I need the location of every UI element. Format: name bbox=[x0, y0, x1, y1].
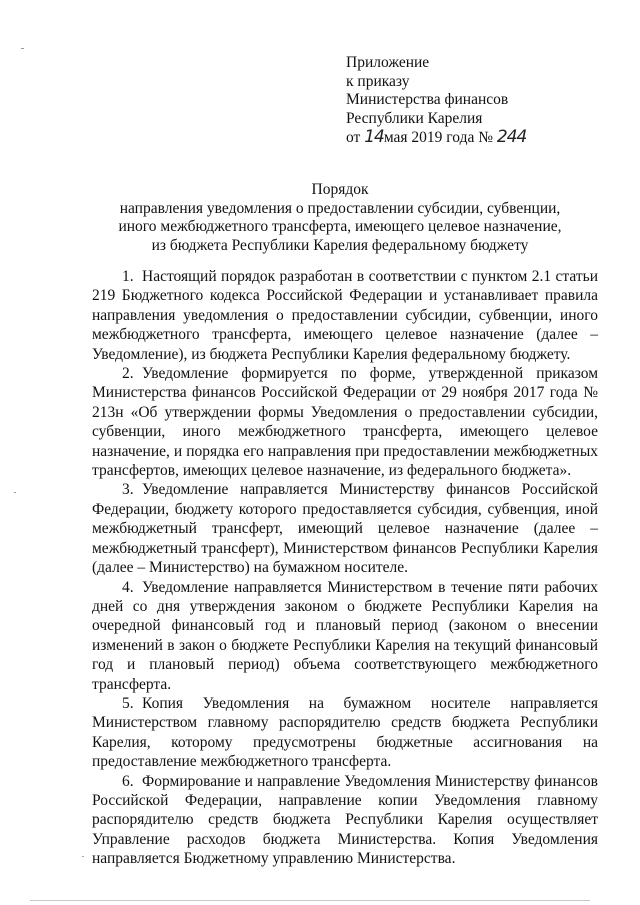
document-body bbox=[92, 267, 598, 869]
paragraph-number: 6. bbox=[122, 772, 134, 790]
scan-mark bbox=[82, 856, 84, 857]
paragraph-3 bbox=[92, 480, 598, 577]
paragraph-number: 5. bbox=[122, 694, 134, 712]
appendix-date-line bbox=[346, 128, 526, 148]
title-line: иного межбюджетного трансферта, имеющего целевое назначение, bbox=[118, 218, 562, 235]
paragraph-text: Уведомление направляется Министерством в течение пяти рабочих дней со дня утверждения законом о бюджете Республики Карелия на очередной финансовый год и плановый период (законом о внесении изменений в закон о бюджете Республики Карелия на текущий финансовый год и плановый период) объема соответствующего межбюджетного трансферта. bbox=[92, 578, 598, 693]
title-line: Порядок bbox=[311, 181, 369, 198]
paragraph-1 bbox=[92, 267, 598, 364]
scan-mark bbox=[14, 492, 16, 493]
scan-mark bbox=[21, 48, 24, 49]
appendix-line: Министерства финансов bbox=[346, 91, 509, 108]
paragraph-2 bbox=[92, 364, 598, 480]
page-bottom-edge bbox=[30, 900, 590, 901]
paragraph-number: 1. bbox=[122, 268, 134, 285]
appendix-line: Приложение bbox=[346, 54, 430, 71]
paragraph-6 bbox=[92, 772, 598, 869]
appendix-header bbox=[346, 54, 526, 148]
paragraph-number: 3. bbox=[122, 481, 134, 499]
paragraph-text: Копия Уведомления на бумажном носителе направляется Министерством главному распорядителю средств бюджета Республики Карелия, которому предусмотрены бюджетные ассигнования на предоставление межбюджетного трансферта. bbox=[92, 694, 598, 771]
paragraph-text: Уведомление направляется Министерству финансов Российской Федерации, бюджету которого предоставляется субсидия, субвенция, иной межбюджетный трансферт, имеющий целевое назначение (далее – межбюджетный трансферт), Министерством финансов Республики Карелия (далее – Министерство) на бумажном носителе. bbox=[92, 481, 598, 577]
paragraph-text: Настоящий порядок разработан в соответствии с пунктом 2.1 статьи 219 Бюджетного кодекса Российской Федерации и устанавливает правила направления уведомления о предоставлении субсидии, субвенции, иного межбюджетного трансферта, имеющего целевое назначение (далее – Уведомление), из бюджета Республики Карелия федеральному бюджету. bbox=[92, 268, 598, 363]
handwritten-order-number: 244 bbox=[496, 127, 527, 147]
paragraph-4 bbox=[92, 578, 598, 694]
appendix-line: Республики Карелия bbox=[346, 109, 483, 127]
document-title bbox=[60, 181, 620, 255]
paragraph-number: 4. bbox=[122, 578, 134, 596]
title-line: направления уведомления о предоставлении субсидии, субвенции, bbox=[119, 199, 561, 217]
paragraph-text: Уведомление формируется по форме, утвержденной приказом Министерства финансов Российской Федерации от 29 ноября 2017 года № 213н «Об утверждении формы Уведомления о предоставлении субсидии, субвенции, иного межбюджетного трансферта, имеющего целевое назначение, и порядка его направления при предоставлении межбюджетных трансфертов, имеющих целевое назначение, из федерального бюджета». bbox=[92, 365, 598, 480]
paragraph-number: 2. bbox=[122, 365, 134, 383]
paragraph-5 bbox=[92, 694, 598, 772]
appendix-line: к приказу bbox=[346, 72, 410, 90]
handwritten-day: 14 bbox=[364, 127, 384, 147]
date-prefix: от bbox=[346, 129, 361, 146]
date-rest: мая 2019 года № bbox=[383, 129, 494, 146]
title-line: из бюджета Республики Карелия федеральному бюджету bbox=[151, 236, 529, 254]
paragraph-text: Формирование и направление Уведомления Министерству финансов Российской Федерации, направление копии Уведомления главному распорядителю средств бюджета Республики Карелия осуществляет Управление расходов бюджета Министерства. Копия Уведомления направляется Бюджетному управлению Министерства. bbox=[92, 772, 598, 868]
